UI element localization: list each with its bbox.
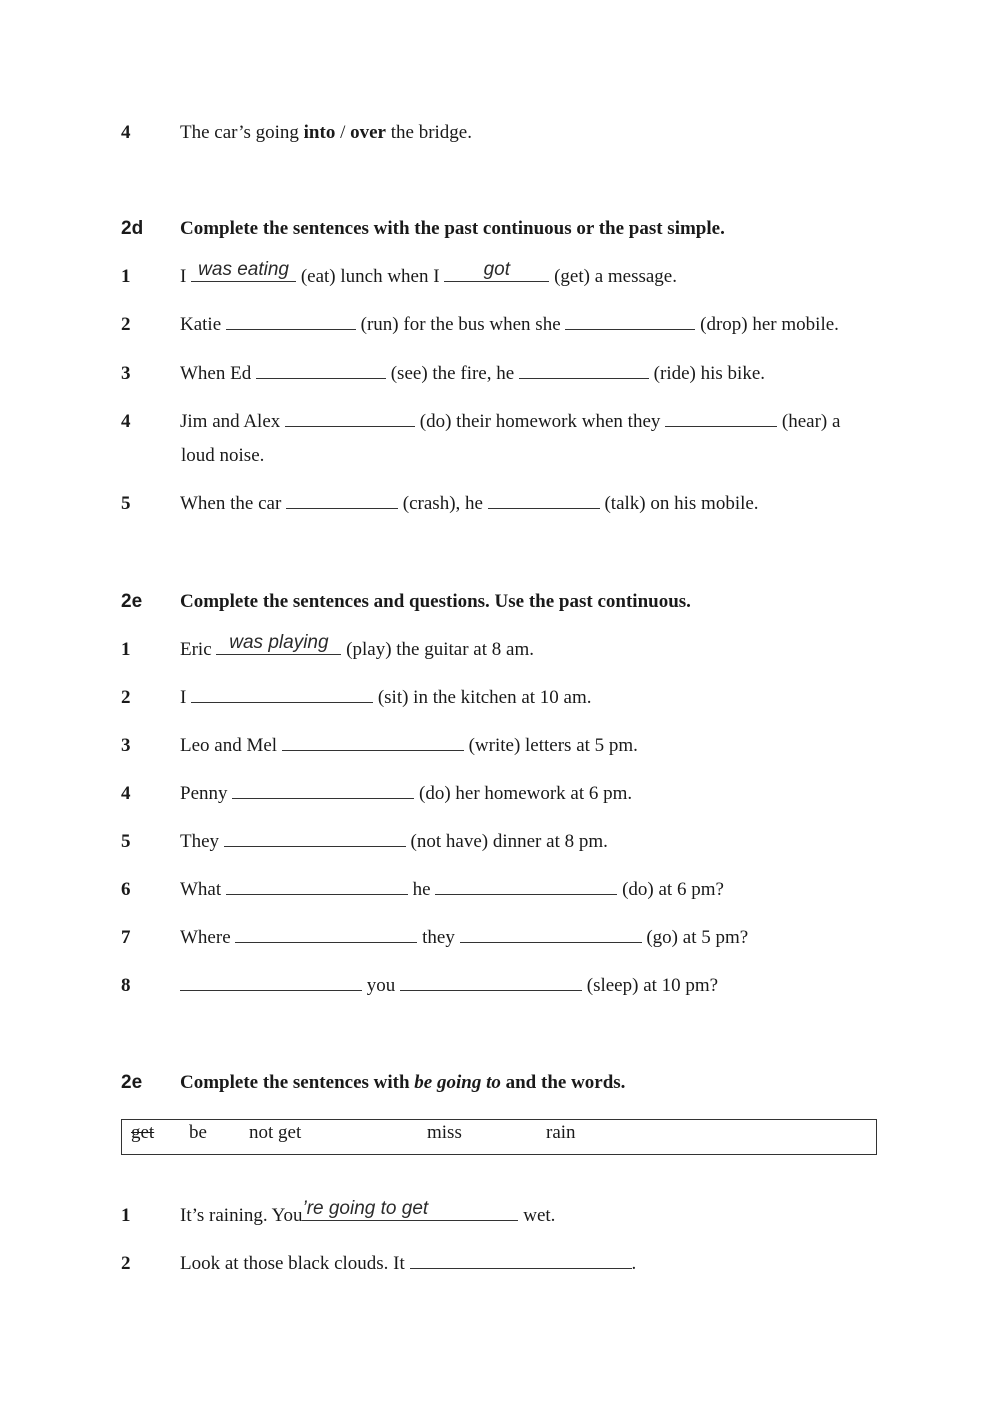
answer-blank[interactable] <box>226 874 408 895</box>
exercise-2e-item-3 <box>0 729 1000 763</box>
section-label: 2e <box>121 1072 143 1093</box>
answer-blank[interactable] <box>285 406 415 427</box>
answer-blank[interactable] <box>191 261 296 282</box>
exercise-2d-item-1 <box>0 260 1000 294</box>
item-text <box>180 357 765 391</box>
answer-blank[interactable] <box>216 634 341 655</box>
item-number: 2 <box>121 314 131 335</box>
item-text <box>180 969 718 1003</box>
item-text <box>180 405 840 439</box>
answer-blank[interactable] <box>235 922 417 943</box>
text-part: I <box>180 266 192 287</box>
answer-blank[interactable] <box>444 261 549 282</box>
section-2d-heading <box>0 212 1000 246</box>
section-2e-going-to-heading <box>0 1066 1000 1100</box>
section-instruction: Complete the sentences and questions. Use the past continuous. <box>180 591 691 612</box>
text-part: (hear) a <box>777 411 841 432</box>
instruction-part: Complete the sentences with <box>180 1072 415 1093</box>
exercise-going-to-item-2 <box>0 1247 1000 1281</box>
text-part: he <box>407 879 436 900</box>
item-text <box>180 1247 636 1281</box>
exercise-2d-item-3 <box>0 357 1000 391</box>
item-number: 4 <box>121 122 131 143</box>
exercise-2d-item-5 <box>0 487 1000 521</box>
text-part: Katie <box>180 314 226 335</box>
answer-blank[interactable] <box>191 682 373 703</box>
item-text <box>180 116 472 150</box>
item-number: 4 <box>121 411 131 432</box>
item-number: 7 <box>121 927 131 948</box>
text-part: Penny <box>180 783 233 804</box>
item-number: 1 <box>121 266 131 287</box>
top-item-row <box>0 116 1000 150</box>
text-part: Look at those black clouds. It <box>180 1253 410 1274</box>
option-into[interactable]: into <box>303 122 336 143</box>
answer-blank[interactable] <box>665 406 777 427</box>
text-part: (sit) in the kitchen at 10 am. <box>373 687 592 708</box>
item-text <box>180 308 839 342</box>
item-number: 1 <box>121 639 131 660</box>
answer-blank[interactable] <box>224 826 406 847</box>
text-part: I <box>180 687 192 708</box>
text-part: The car’s going <box>180 122 304 143</box>
exercise-going-to-item-1 <box>0 1199 1000 1233</box>
option-over[interactable]: over <box>350 122 386 143</box>
text-part: (talk) on his mobile. <box>599 493 759 514</box>
text-part: (write) letters at 5 pm. <box>463 735 638 756</box>
item-text <box>180 921 748 955</box>
answer-blank[interactable] <box>519 358 649 379</box>
text-part: (get) a message. <box>549 266 677 287</box>
exercise-2d-item-2 <box>0 308 1000 342</box>
item-number: 5 <box>121 493 131 514</box>
exercise-2e-item-6 <box>0 873 1000 907</box>
text-part: (do) her homework at 6 pm. <box>414 783 633 804</box>
item-number: 6 <box>121 879 131 900</box>
text-part: you <box>362 975 400 996</box>
item-number: 3 <box>121 735 131 756</box>
filled-answer: got <box>483 259 511 280</box>
text-part: (do) at 6 pm? <box>617 879 724 900</box>
item-text <box>180 260 677 294</box>
word-box <box>121 1119 877 1155</box>
word-be[interactable]: be <box>189 1122 207 1143</box>
answer-blank[interactable] <box>226 309 356 330</box>
text-part: What <box>180 879 226 900</box>
text-part: (crash), he <box>398 493 488 514</box>
item-number: 3 <box>121 363 131 384</box>
text-part: (not have) dinner at 8 pm. <box>405 831 608 852</box>
answer-blank[interactable] <box>282 730 464 751</box>
exercise-2e-item-2 <box>0 681 1000 715</box>
answer-blank[interactable] <box>286 488 398 509</box>
item-text <box>180 825 608 859</box>
exercise-2e-item-5 <box>0 825 1000 859</box>
text-part: the bridge. <box>385 122 472 143</box>
item-number: 8 <box>121 975 131 996</box>
exercise-2e-item-7 <box>0 921 1000 955</box>
text-part: It’s raining. You <box>180 1205 303 1226</box>
text-part: When the car <box>180 493 287 514</box>
item-text <box>180 1199 555 1233</box>
item-text <box>180 681 592 715</box>
answer-blank[interactable] <box>410 1248 632 1269</box>
item-number: 2 <box>121 687 131 708</box>
answer-blank[interactable] <box>565 309 695 330</box>
filled-answer: ’re going to get <box>302 1198 429 1219</box>
item-text <box>180 487 759 521</box>
section-2e-heading <box>0 585 1000 619</box>
text-part: Leo and Mel <box>180 735 282 756</box>
text-part: (do) their homework when they <box>415 411 666 432</box>
text-part: (eat) lunch when I <box>296 266 445 287</box>
item-text-continuation: loud noise. <box>181 445 265 466</box>
text-part: (see) the fire, he <box>385 363 519 384</box>
instruction-part: and the words. <box>500 1072 626 1093</box>
instruction-emphasis: be going to <box>414 1072 501 1093</box>
section-instruction <box>180 1066 625 1100</box>
answer-blank[interactable] <box>435 874 617 895</box>
text-part: (run) for the bus when she <box>355 314 566 335</box>
text-part: (go) at 5 pm? <box>641 927 749 948</box>
item-number: 4 <box>121 783 131 804</box>
item-text <box>180 633 534 667</box>
answer-blank[interactable] <box>400 970 582 991</box>
exercise-2e-item-1 <box>0 633 1000 667</box>
item-text <box>180 777 632 811</box>
exercise-2e-item-8 <box>0 969 1000 1003</box>
exercise-2d-item-4 <box>0 405 1000 439</box>
text-part: Where <box>180 927 236 948</box>
item-number: 2 <box>121 1253 131 1274</box>
text-part: (ride) his bike. <box>648 363 765 384</box>
item-text <box>180 729 638 763</box>
filled-answer: was eating <box>198 259 289 280</box>
exercise-2e-item-4 <box>0 777 1000 811</box>
section-label: 2d <box>121 218 144 239</box>
word-not-get[interactable]: not get <box>249 1122 302 1143</box>
text-part: They <box>180 831 224 852</box>
answer-blank[interactable] <box>232 778 414 799</box>
text-part: (sleep) at 10 pm? <box>582 975 719 996</box>
text-part: Jim and Alex <box>180 411 286 432</box>
section-label: 2e <box>121 591 143 612</box>
item-text <box>180 873 724 907</box>
section-instruction: Complete the sentences with the past continuous or the past simple. <box>180 218 725 239</box>
exercise-2d-item-4-continuation <box>0 439 1000 473</box>
word-rain[interactable]: rain <box>546 1122 576 1143</box>
word-get[interactable]: get <box>131 1122 155 1143</box>
text-part: they <box>417 927 460 948</box>
text-part: wet. <box>518 1205 556 1226</box>
text-part: . <box>631 1253 637 1274</box>
answer-blank[interactable] <box>488 488 600 509</box>
answer-blank[interactable] <box>256 358 386 379</box>
text-part: When Ed <box>180 363 256 384</box>
item-number: 5 <box>121 831 131 852</box>
text-part: (play) the guitar at 8 am. <box>341 639 534 660</box>
word-miss[interactable]: miss <box>427 1122 462 1143</box>
option-separator: / <box>335 122 351 143</box>
answer-blank[interactable] <box>460 922 642 943</box>
answer-blank[interactable] <box>302 1200 518 1221</box>
text-part: (drop) her mobile. <box>695 314 839 335</box>
filled-answer: was playing <box>229 632 329 653</box>
item-number: 1 <box>121 1205 131 1226</box>
text-part: Eric <box>180 639 217 660</box>
answer-blank[interactable] <box>180 970 362 991</box>
